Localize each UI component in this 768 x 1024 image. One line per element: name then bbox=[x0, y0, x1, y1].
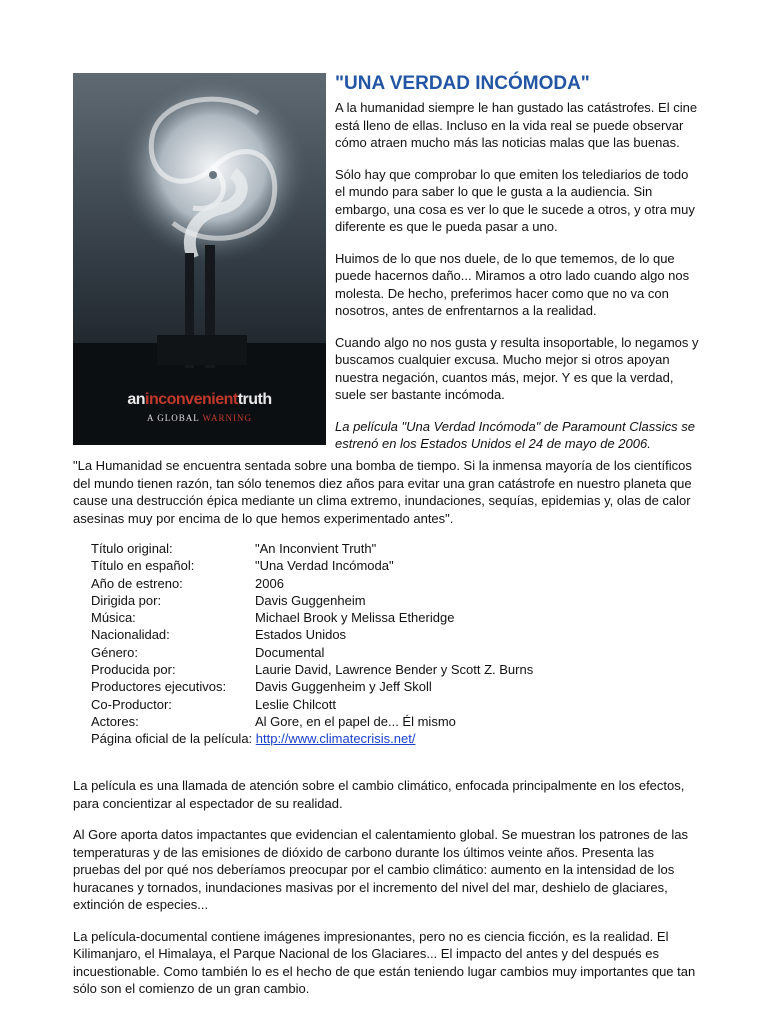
fact-value: Davis Guggenheim bbox=[255, 592, 366, 608]
poster-logo bbox=[73, 391, 326, 409]
fact-label: Título original: bbox=[91, 541, 173, 556]
body-paragraph: La película-documental contiene imágenes impresionantes, pero no es ciencia ficción, es la realidad. El Kilimanjaro, el Himalaya, el Parque Nacional de los Glaciares... El impacto del antes y del después es incuestionable. Como también lo es el hecho de que están teniendo lugar cambios muy importantes que tan sólo son el comienzo de un gran cambio. bbox=[73, 928, 696, 996]
fact-label: Co-Productor: bbox=[91, 696, 172, 712]
fact-label: Género: bbox=[91, 644, 138, 660]
fact-value: 2006 bbox=[255, 575, 284, 591]
poster-subtitle bbox=[73, 413, 326, 423]
factory-building bbox=[157, 335, 247, 365]
body-paragraph: La película es una llamada de atención sobre el cambio climático, enfocada principalmente en los efectos, para concientizar al espectador de su realidad. bbox=[73, 778, 685, 811]
fact-value: Laurie David, Lawrence Bender y Scott Z. Burns bbox=[255, 662, 534, 678]
poster-artwork bbox=[73, 73, 326, 445]
film-facts bbox=[91, 540, 691, 748]
fact-label: Productores ejecutivos: bbox=[91, 679, 227, 695]
intro-paragraph: A la humanidad siempre le han gustado las catástrofes. El cine está lleno de ellas. Incluso en la vida real se puede observar cómo atraen mucho más las noticias malas que las buenas. bbox=[335, 100, 698, 150]
fact-value: "An Inconvient Truth" bbox=[255, 541, 377, 556]
movie-poster bbox=[73, 73, 326, 445]
poster-subtitle-part: A GLOBAL bbox=[146, 413, 203, 423]
official-page-label: Página oficial de la película: bbox=[91, 731, 253, 747]
fact-row bbox=[91, 661, 691, 678]
article-body bbox=[73, 777, 698, 1012]
fact-row bbox=[91, 540, 691, 557]
official-page-link[interactable]: http://www.climatecrisis.net/ bbox=[255, 731, 416, 747]
fact-label: Actores: bbox=[91, 713, 139, 729]
article-title: "UNA VERDAD INCÓMODA" bbox=[335, 73, 590, 94]
poster-caption: La película "Una Verdad Incómoda" de Paramount Classics se estrenó en los Estados Unidos el 24 de mayo de 2006. bbox=[335, 418, 695, 451]
fact-label: Título en español: bbox=[91, 558, 195, 574]
fact-label: Dirigida por: bbox=[91, 592, 162, 608]
article-intro bbox=[335, 73, 700, 467]
fact-value: Documental bbox=[255, 644, 325, 660]
fact-row bbox=[91, 609, 691, 626]
fact-label: Nacionalidad: bbox=[91, 627, 170, 643]
fact-row bbox=[91, 575, 691, 592]
fact-value: Davis Guggenheim y Jeff Skoll bbox=[255, 679, 432, 695]
fact-row bbox=[91, 557, 691, 574]
intro-paragraph: Sólo hay que comprobar lo que emiten los telediarios de todo el mundo para saber lo que le gusta a la audiencia. Sin embargo, una cosa es ver lo que le sucede a otros, y otra muy diferente es que le pueda pasar a uno. bbox=[335, 166, 695, 234]
quote-paragraph: "La Humanidad se encuentra sentada sobre una bomba de tiempo. Si la inmensa mayoría de los científicos del mundo tienen razón, tan sólo tenemos diez años para evitar una gran catástrofe en nuestro planeta que cause una destrucción épica mediante un clima extremo, inundaciones, sequías, epidemias y, olas de calor asesinas muy por encima de lo que hemos experimentado antes". bbox=[73, 458, 692, 526]
poster-logo-part: inconvenient bbox=[145, 391, 238, 408]
fact-row bbox=[91, 713, 691, 730]
intro-paragraph: Huimos de lo que nos duele, de lo que tememos, de lo que puede hacernos daño... Miramos a otro lado cuando algo nos molesta. De hecho, preferimos hacer como que no va con nosotros, antes de enfrentarnos a la realidad. bbox=[335, 250, 690, 318]
fact-value: Michael Brook y Melissa Etheridge bbox=[255, 610, 455, 626]
fact-label: Producida por: bbox=[91, 662, 176, 678]
fact-row bbox=[91, 592, 691, 609]
intro-paragraph: Cuando algo no nos gusta y resulta insoportable, lo negamos y buscamos cualquier excusa. Mucho mejor si otros apoyan nuestra negación, cuantos más, mejor. Y es que la verdad, suele ser bastante incómoda. bbox=[335, 334, 699, 402]
body-paragraph: Al Gore aporta datos impactantes que evidencian el calentamiento global. Se muestran los patrones de las temperaturas y de las emisiones de dióxido de carbono durante los últimos veinte años. Presenta las pruebas del por qué nos deberíamos preocupar por el cambio climático: aumento en la intensidad de los huracanes y tornados, inundaciones masivas por el incremento del nivel del mar, deshielo de glaciares, extinción de especies... bbox=[73, 827, 688, 912]
fact-row bbox=[91, 626, 691, 643]
poster-logo-part: truth bbox=[237, 391, 272, 408]
fact-label: Año de estreno: bbox=[91, 575, 183, 591]
fact-value: Estados Unidos bbox=[255, 627, 347, 643]
fact-label: Música: bbox=[91, 610, 136, 626]
hurricane-eye bbox=[209, 171, 217, 179]
poster-subtitle-part: WARNING bbox=[202, 413, 252, 423]
fact-row bbox=[91, 696, 691, 713]
fact-row-official-page bbox=[91, 730, 691, 747]
fact-value: Leslie Chilcott bbox=[255, 696, 336, 712]
fact-row bbox=[91, 678, 691, 695]
fact-value: Al Gore, en el papel de... Él mismo bbox=[255, 713, 456, 729]
poster-logo-part: an bbox=[127, 391, 146, 408]
fact-row bbox=[91, 644, 691, 661]
fact-value: "Una Verdad Incómoda" bbox=[255, 558, 394, 574]
